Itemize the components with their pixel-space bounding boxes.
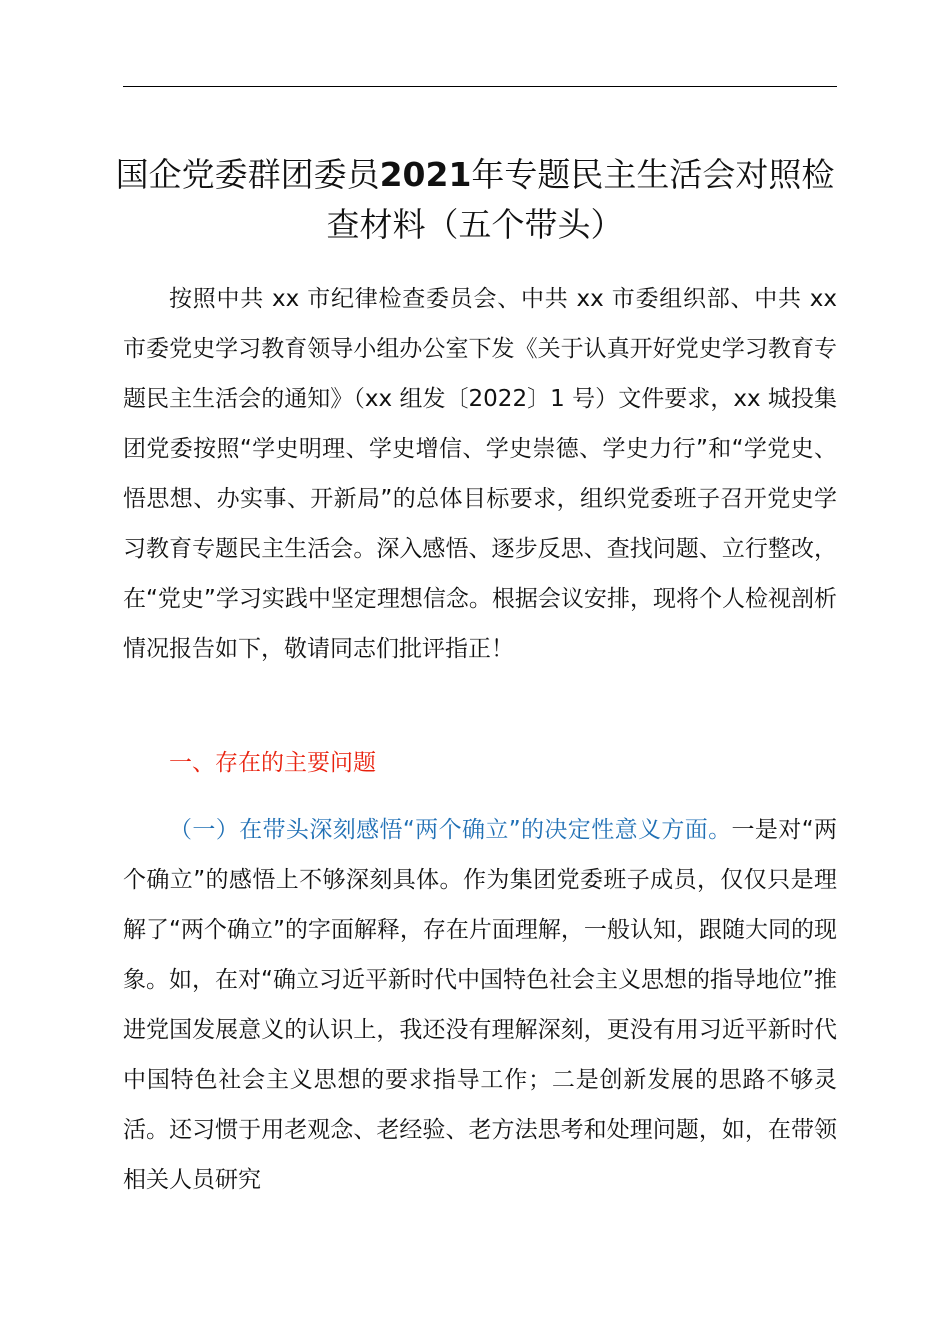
subsection-paragraph: [123, 805, 837, 1205]
subsection-heading: （一）在带头深刻感悟“两个确立”的决定性意义方面。: [169, 817, 732, 843]
header-rule: [123, 86, 837, 87]
document-title: [100, 150, 850, 250]
title-part1: 国企党委群团委员: [115, 155, 380, 194]
section-heading: 一、存在的主要问题: [169, 750, 376, 776]
title-part2: 年专题民主生活会对照检查材料（五个带头）: [326, 155, 835, 244]
subsection-body: 一是对“两个确立”的感悟上不够深刻具体。作为集团党委班子成员，仅仅只是理解了“两个确立”的字面解释，存在片面理解，一般认知，跟随大同的现象。如，在对“确立习近平新时代中国特色社会主义思想的指导地位”推进党国发展意义的认识上，我还没有理解深刻，更没有用习近平新时代中国特色社会主义思想的要求指导工作；二是创新发展的思路不够灵活。还习惯于用老观念、老经验、老方法思考和处理问题，如，在带领相关人员研究: [123, 817, 837, 1193]
title-year: 2021: [379, 155, 472, 194]
intro-paragraph: 按照中共 xx 市纪律检查委员会、中共 xx 市委组织部、中共 xx 市委党史学习教育领导小组办公室下发《关于认真开好党史学习教育专题民主生活会的通知》（xx 组发〔2022〕1 号）文件要求，xx 城投集团党委按照“学史明理、学史增信、学史崇德、学史力行”和“学党史、悟思想、办实事、开新局”的总体目标要求，组织党委班子召开党史学习教育专题民主生活会。深入感悟、逐步反思、查找问题、立行整改，在“党史”学习实践中坚定理想信念。根据会议安排，现将个人检视剖析情况报告如下，敬请同志们批评指正！: [123, 286, 837, 662]
